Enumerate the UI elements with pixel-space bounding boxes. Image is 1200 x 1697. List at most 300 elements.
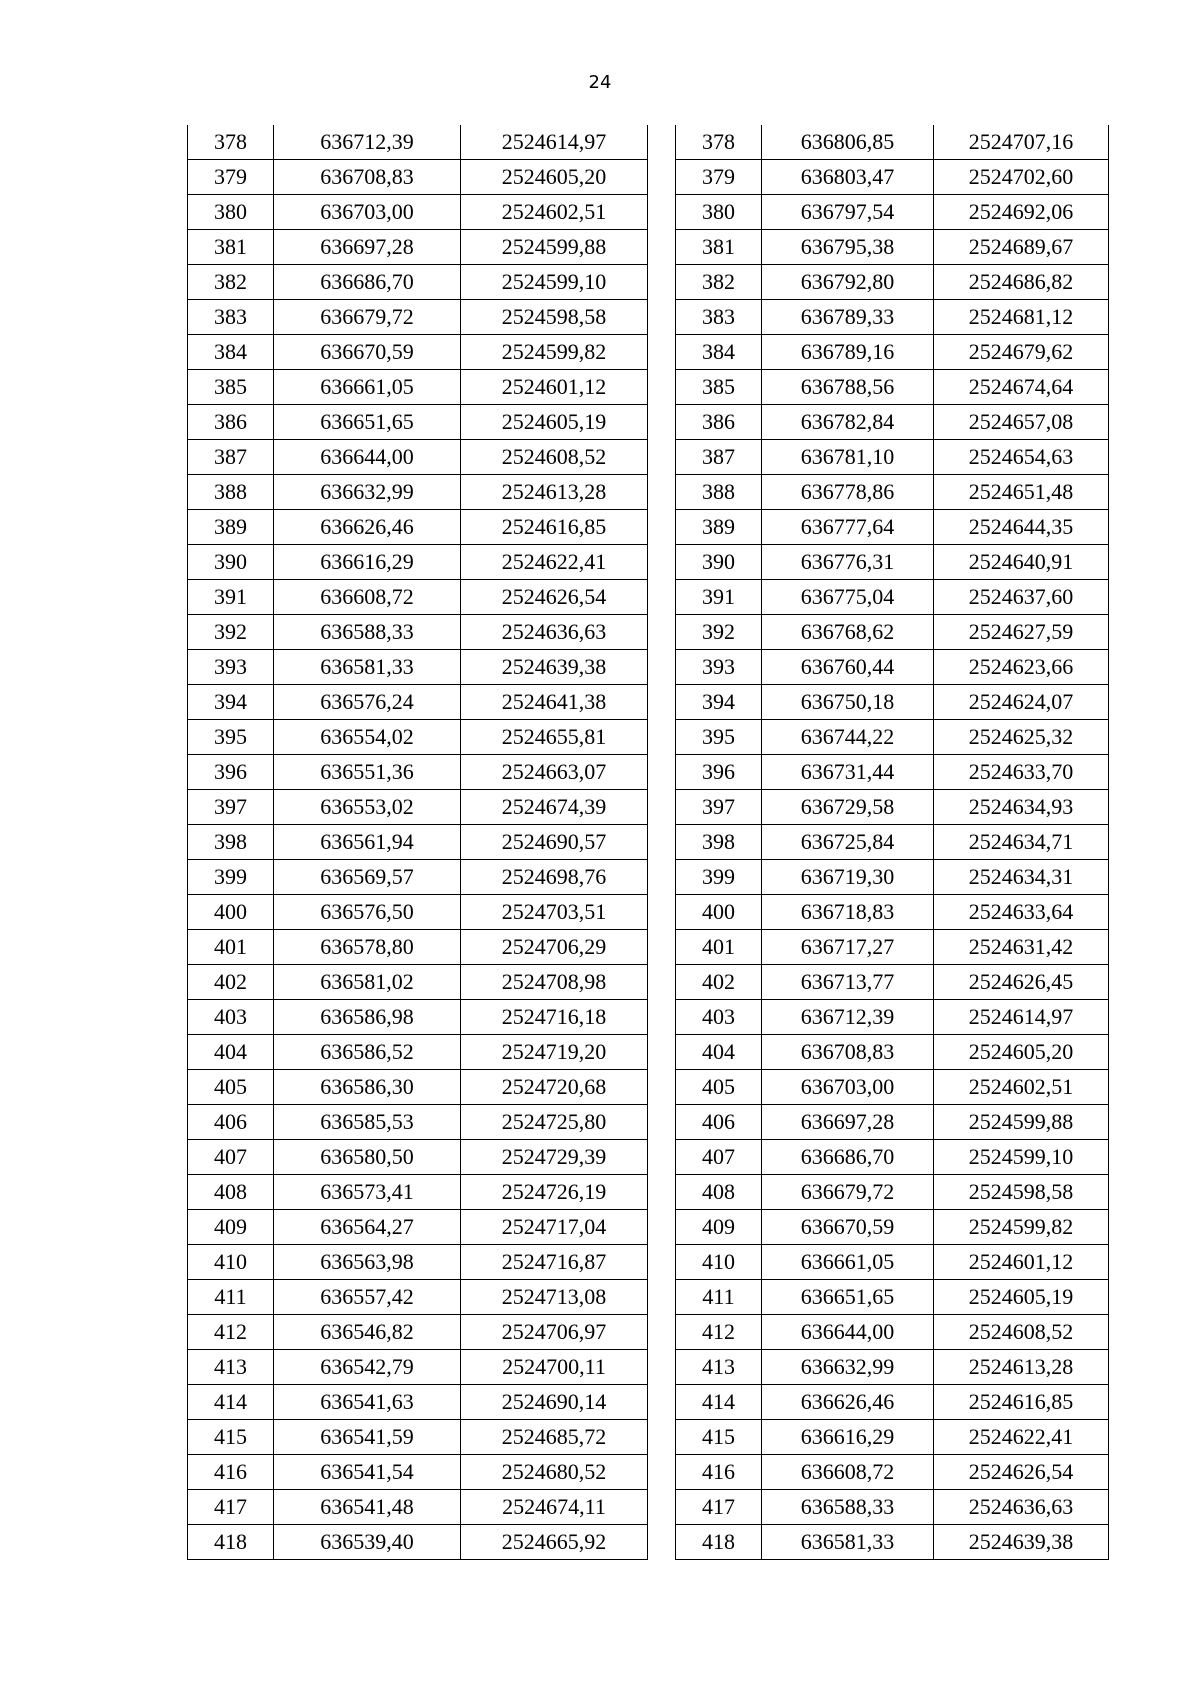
point-number-cell: 384 [676,335,762,370]
x-coordinate-cell: 636581,33 [762,1525,934,1560]
x-coordinate-cell: 636697,28 [762,1105,934,1140]
y-coordinate-cell: 2524713,08 [461,1280,648,1315]
x-coordinate-cell: 636717,27 [762,930,934,965]
x-coordinate-cell: 636546,82 [274,1315,461,1350]
table-row [188,1070,648,1105]
y-coordinate-cell: 2524622,41 [934,1420,1109,1455]
y-coordinate-cell: 2524651,48 [934,475,1109,510]
x-coordinate-cell: 636651,65 [762,1280,934,1315]
x-coordinate-cell: 636789,33 [762,300,934,335]
point-number-cell: 416 [188,1455,274,1490]
y-coordinate-cell: 2524690,57 [461,825,648,860]
point-number-cell: 398 [188,825,274,860]
point-number-cell: 388 [188,475,274,510]
table-row [188,1455,648,1490]
x-coordinate-cell: 636729,58 [762,790,934,825]
y-coordinate-cell: 2524625,32 [934,720,1109,755]
y-coordinate-cell: 2524602,51 [461,195,648,230]
y-coordinate-cell: 2524726,19 [461,1175,648,1210]
x-coordinate-cell: 636541,54 [274,1455,461,1490]
point-number-cell: 384 [188,335,274,370]
y-coordinate-cell: 2524608,52 [934,1315,1109,1350]
point-number-cell: 399 [676,860,762,895]
x-coordinate-cell: 636725,84 [762,825,934,860]
y-coordinate-cell: 2524686,82 [934,265,1109,300]
table-row [676,685,1109,720]
x-coordinate-cell: 636557,42 [274,1280,461,1315]
x-coordinate-cell: 636616,29 [274,545,461,580]
table-row [676,755,1109,790]
point-number-cell: 397 [676,790,762,825]
point-number-cell: 382 [188,265,274,300]
table-row [676,965,1109,1000]
table-row [676,1525,1109,1560]
point-number-cell: 385 [188,370,274,405]
x-coordinate-cell: 636703,00 [762,1070,934,1105]
y-coordinate-cell: 2524605,20 [934,1035,1109,1070]
x-coordinate-cell: 636588,33 [762,1490,934,1525]
point-number-cell: 417 [676,1490,762,1525]
point-number-cell: 410 [676,1245,762,1280]
y-coordinate-cell: 2524605,19 [934,1280,1109,1315]
table-row [676,790,1109,825]
table-row [676,1455,1109,1490]
point-number-cell: 394 [676,685,762,720]
point-number-cell: 381 [188,230,274,265]
x-coordinate-cell: 636797,54 [762,195,934,230]
point-number-cell: 405 [188,1070,274,1105]
point-number-cell: 383 [188,300,274,335]
table-row [676,825,1109,860]
point-number-cell: 395 [188,720,274,755]
y-coordinate-cell: 2524634,71 [934,825,1109,860]
x-coordinate-cell: 636661,05 [274,370,461,405]
x-coordinate-cell: 636712,39 [274,125,461,160]
table-row [676,370,1109,405]
point-number-cell: 378 [188,125,274,160]
point-number-cell: 406 [676,1105,762,1140]
y-coordinate-cell: 2524613,28 [461,475,648,510]
table-row [188,825,648,860]
point-number-cell: 396 [676,755,762,790]
point-number-cell: 411 [676,1280,762,1315]
point-number-cell: 408 [676,1175,762,1210]
table-row [188,475,648,510]
x-coordinate-cell: 636561,94 [274,825,461,860]
x-coordinate-cell: 636588,33 [274,615,461,650]
x-coordinate-cell: 636551,36 [274,755,461,790]
table-row [676,1350,1109,1385]
point-number-cell: 394 [188,685,274,720]
table-row [188,685,648,720]
y-coordinate-cell: 2524716,18 [461,1000,648,1035]
point-number-cell: 393 [676,650,762,685]
y-coordinate-cell: 2524680,52 [461,1455,648,1490]
point-number-cell: 383 [676,300,762,335]
point-number-cell: 411 [188,1280,274,1315]
table-row [676,650,1109,685]
x-coordinate-cell: 636569,57 [274,860,461,895]
table-row [676,1175,1109,1210]
y-coordinate-cell: 2524622,41 [461,545,648,580]
y-coordinate-cell: 2524692,06 [934,195,1109,230]
x-coordinate-cell: 636731,44 [762,755,934,790]
table-row [188,1105,648,1140]
table-row [676,1105,1109,1140]
x-coordinate-cell: 636679,72 [762,1175,934,1210]
table-row [188,440,648,475]
point-number-cell: 408 [188,1175,274,1210]
point-number-cell: 378 [676,125,762,160]
y-coordinate-cell: 2524636,63 [461,615,648,650]
point-number-cell: 396 [188,755,274,790]
table-row [188,1315,648,1350]
y-coordinate-cell: 2524605,19 [461,405,648,440]
y-coordinate-cell: 2524636,63 [934,1490,1109,1525]
y-coordinate-cell: 2524725,80 [461,1105,648,1140]
y-coordinate-cell: 2524623,66 [934,650,1109,685]
table-row [188,580,648,615]
point-number-cell: 402 [676,965,762,1000]
table-row [188,545,648,580]
x-coordinate-cell: 636585,53 [274,1105,461,1140]
point-number-cell: 404 [188,1035,274,1070]
y-coordinate-cell: 2524626,45 [934,965,1109,1000]
point-number-cell: 416 [676,1455,762,1490]
point-number-cell: 385 [676,370,762,405]
point-number-cell: 379 [188,160,274,195]
y-coordinate-cell: 2524599,82 [461,335,648,370]
point-number-cell: 415 [676,1420,762,1455]
table-row [188,230,648,265]
table-row [676,1210,1109,1245]
x-coordinate-cell: 636542,79 [274,1350,461,1385]
point-number-cell: 387 [188,440,274,475]
x-coordinate-cell: 636777,64 [762,510,934,545]
point-number-cell: 393 [188,650,274,685]
table-row [676,265,1109,300]
x-coordinate-cell: 636708,83 [762,1035,934,1070]
x-coordinate-cell: 636670,59 [274,335,461,370]
point-number-cell: 414 [676,1385,762,1420]
point-number-cell: 415 [188,1420,274,1455]
table-row [188,160,648,195]
table-row [188,510,648,545]
coordinates-table-right [675,125,1109,1560]
y-coordinate-cell: 2524681,12 [934,300,1109,335]
point-number-cell: 391 [676,580,762,615]
x-coordinate-cell: 636670,59 [762,1210,934,1245]
x-coordinate-cell: 636576,50 [274,895,461,930]
point-number-cell: 418 [676,1525,762,1560]
x-coordinate-cell: 636713,77 [762,965,934,1000]
table-row [188,860,648,895]
point-number-cell: 380 [676,195,762,230]
x-coordinate-cell: 636661,05 [762,1245,934,1280]
table-row [676,1035,1109,1070]
y-coordinate-cell: 2524601,12 [461,370,648,405]
table-row [676,1070,1109,1105]
x-coordinate-cell: 636781,10 [762,440,934,475]
point-number-cell: 412 [188,1315,274,1350]
point-number-cell: 391 [188,580,274,615]
x-coordinate-cell: 636632,99 [274,475,461,510]
page-number: 24 [588,72,612,93]
point-number-cell: 418 [188,1525,274,1560]
table-row [188,1035,648,1070]
point-number-cell: 380 [188,195,274,230]
y-coordinate-cell: 2524627,59 [934,615,1109,650]
table-row [188,1420,648,1455]
x-coordinate-cell: 636778,86 [762,475,934,510]
y-coordinate-cell: 2524614,97 [934,1000,1109,1035]
table-row [676,580,1109,615]
x-coordinate-cell: 636578,80 [274,930,461,965]
x-coordinate-cell: 636541,48 [274,1490,461,1525]
y-coordinate-cell: 2524626,54 [461,580,648,615]
y-coordinate-cell: 2524640,91 [934,545,1109,580]
y-coordinate-cell: 2524637,60 [934,580,1109,615]
y-coordinate-cell: 2524689,67 [934,230,1109,265]
point-number-cell: 400 [676,895,762,930]
y-coordinate-cell: 2524720,68 [461,1070,648,1105]
table-row [676,195,1109,230]
table-row [188,370,648,405]
table-row [188,895,648,930]
y-coordinate-cell: 2524616,85 [461,510,648,545]
point-number-cell: 403 [676,1000,762,1035]
y-coordinate-cell: 2524639,38 [461,650,648,685]
table-row [676,160,1109,195]
point-number-cell: 382 [676,265,762,300]
x-coordinate-cell: 636644,00 [762,1315,934,1350]
point-number-cell: 413 [188,1350,274,1385]
table-row [188,1245,648,1280]
y-coordinate-cell: 2524599,88 [461,230,648,265]
x-coordinate-cell: 636581,02 [274,965,461,1000]
point-number-cell: 402 [188,965,274,1000]
x-coordinate-cell: 636539,40 [274,1525,461,1560]
point-number-cell: 410 [188,1245,274,1280]
x-coordinate-cell: 636541,63 [274,1385,461,1420]
y-coordinate-cell: 2524663,07 [461,755,648,790]
table-row [188,300,648,335]
point-number-cell: 414 [188,1385,274,1420]
table-row [676,930,1109,965]
table-row [676,895,1109,930]
x-coordinate-cell: 636573,41 [274,1175,461,1210]
table-row [188,195,648,230]
point-number-cell: 387 [676,440,762,475]
point-number-cell: 389 [188,510,274,545]
point-number-cell: 401 [188,930,274,965]
table-row [188,335,648,370]
point-number-cell: 403 [188,1000,274,1035]
table-row [676,230,1109,265]
y-coordinate-cell: 2524634,31 [934,860,1109,895]
table-row [188,755,648,790]
x-coordinate-cell: 636563,98 [274,1245,461,1280]
x-coordinate-cell: 636644,00 [274,440,461,475]
table-row [188,1490,648,1525]
x-coordinate-cell: 636651,65 [274,405,461,440]
x-coordinate-cell: 636760,44 [762,650,934,685]
table-row [676,1385,1109,1420]
table-row [188,1140,648,1175]
y-coordinate-cell: 2524690,14 [461,1385,648,1420]
x-coordinate-cell: 636608,72 [274,580,461,615]
y-coordinate-cell: 2524631,42 [934,930,1109,965]
y-coordinate-cell: 2524626,54 [934,1455,1109,1490]
table-row [188,790,648,825]
table-row [188,965,648,1000]
point-number-cell: 381 [676,230,762,265]
x-coordinate-cell: 636718,83 [762,895,934,930]
y-coordinate-cell: 2524706,29 [461,930,648,965]
x-coordinate-cell: 636616,29 [762,1420,934,1455]
x-coordinate-cell: 636768,62 [762,615,934,650]
table-row [676,405,1109,440]
y-coordinate-cell: 2524729,39 [461,1140,648,1175]
table-row [188,1210,648,1245]
x-coordinate-cell: 636554,02 [274,720,461,755]
y-coordinate-cell: 2524599,88 [934,1105,1109,1140]
table-row [676,720,1109,755]
x-coordinate-cell: 636744,22 [762,720,934,755]
x-coordinate-cell: 636697,28 [274,230,461,265]
point-number-cell: 409 [676,1210,762,1245]
table-row [188,1525,648,1560]
point-number-cell: 404 [676,1035,762,1070]
x-coordinate-cell: 636626,46 [762,1385,934,1420]
x-coordinate-cell: 636541,59 [274,1420,461,1455]
y-coordinate-cell: 2524639,38 [934,1525,1109,1560]
y-coordinate-cell: 2524674,64 [934,370,1109,405]
point-number-cell: 388 [676,475,762,510]
y-coordinate-cell: 2524679,62 [934,335,1109,370]
table-row [676,1420,1109,1455]
table-row [676,1000,1109,1035]
x-coordinate-cell: 636806,85 [762,125,934,160]
x-coordinate-cell: 636553,02 [274,790,461,825]
y-coordinate-cell: 2524719,20 [461,1035,648,1070]
y-coordinate-cell: 2524698,76 [461,860,648,895]
y-coordinate-cell: 2524716,87 [461,1245,648,1280]
y-coordinate-cell: 2524665,92 [461,1525,648,1560]
point-number-cell: 386 [188,405,274,440]
x-coordinate-cell: 636608,72 [762,1455,934,1490]
table-row [676,335,1109,370]
x-coordinate-cell: 636795,38 [762,230,934,265]
point-number-cell: 386 [676,405,762,440]
x-coordinate-cell: 636708,83 [274,160,461,195]
point-number-cell: 412 [676,1315,762,1350]
table-row [676,615,1109,650]
point-number-cell: 401 [676,930,762,965]
x-coordinate-cell: 636564,27 [274,1210,461,1245]
point-number-cell: 407 [188,1140,274,1175]
y-coordinate-cell: 2524674,11 [461,1490,648,1525]
x-coordinate-cell: 636712,39 [762,1000,934,1035]
y-coordinate-cell: 2524703,51 [461,895,648,930]
y-coordinate-cell: 2524633,70 [934,755,1109,790]
x-coordinate-cell: 636782,84 [762,405,934,440]
point-number-cell: 409 [188,1210,274,1245]
x-coordinate-cell: 636580,50 [274,1140,461,1175]
y-coordinate-cell: 2524657,08 [934,405,1109,440]
x-coordinate-cell: 636586,52 [274,1035,461,1070]
table-row [188,615,648,650]
table-row [676,125,1109,160]
table-row [188,1280,648,1315]
y-coordinate-cell: 2524654,63 [934,440,1109,475]
table-row [188,720,648,755]
y-coordinate-cell: 2524674,39 [461,790,648,825]
y-coordinate-cell: 2524605,20 [461,160,648,195]
point-number-cell: 399 [188,860,274,895]
y-coordinate-cell: 2524700,11 [461,1350,648,1385]
y-coordinate-cell: 2524602,51 [934,1070,1109,1105]
point-number-cell: 398 [676,825,762,860]
x-coordinate-cell: 636788,56 [762,370,934,405]
x-coordinate-cell: 636626,46 [274,510,461,545]
point-number-cell: 395 [676,720,762,755]
table-row [676,860,1109,895]
x-coordinate-cell: 636679,72 [274,300,461,335]
point-number-cell: 417 [188,1490,274,1525]
table-row [188,1385,648,1420]
x-coordinate-cell: 636803,47 [762,160,934,195]
table-row [676,300,1109,335]
x-coordinate-cell: 636775,04 [762,580,934,615]
y-coordinate-cell: 2524598,58 [934,1175,1109,1210]
point-number-cell: 413 [676,1350,762,1385]
y-coordinate-cell: 2524655,81 [461,720,648,755]
table-row [188,1175,648,1210]
y-coordinate-cell: 2524616,85 [934,1385,1109,1420]
table-row [188,265,648,300]
y-coordinate-cell: 2524717,04 [461,1210,648,1245]
x-coordinate-cell: 636586,30 [274,1070,461,1105]
point-number-cell: 390 [188,545,274,580]
table-row [188,405,648,440]
x-coordinate-cell: 636581,33 [274,650,461,685]
point-number-cell: 405 [676,1070,762,1105]
y-coordinate-cell: 2524634,93 [934,790,1109,825]
table-row [676,545,1109,580]
x-coordinate-cell: 636686,70 [762,1140,934,1175]
table-row [676,1315,1109,1350]
coordinates-table-left [187,125,648,1560]
y-coordinate-cell: 2524599,10 [461,265,648,300]
y-coordinate-cell: 2524599,82 [934,1210,1109,1245]
y-coordinate-cell: 2524598,58 [461,300,648,335]
table-row [676,1280,1109,1315]
x-coordinate-cell: 636719,30 [762,860,934,895]
table-row [676,1245,1109,1280]
y-coordinate-cell: 2524608,52 [461,440,648,475]
x-coordinate-cell: 636776,31 [762,545,934,580]
x-coordinate-cell: 636789,16 [762,335,934,370]
point-number-cell: 392 [676,615,762,650]
point-number-cell: 379 [676,160,762,195]
x-coordinate-cell: 636632,99 [762,1350,934,1385]
x-coordinate-cell: 636576,24 [274,685,461,720]
table-row [676,1140,1109,1175]
point-number-cell: 392 [188,615,274,650]
table-row [188,930,648,965]
y-coordinate-cell: 2524706,97 [461,1315,648,1350]
